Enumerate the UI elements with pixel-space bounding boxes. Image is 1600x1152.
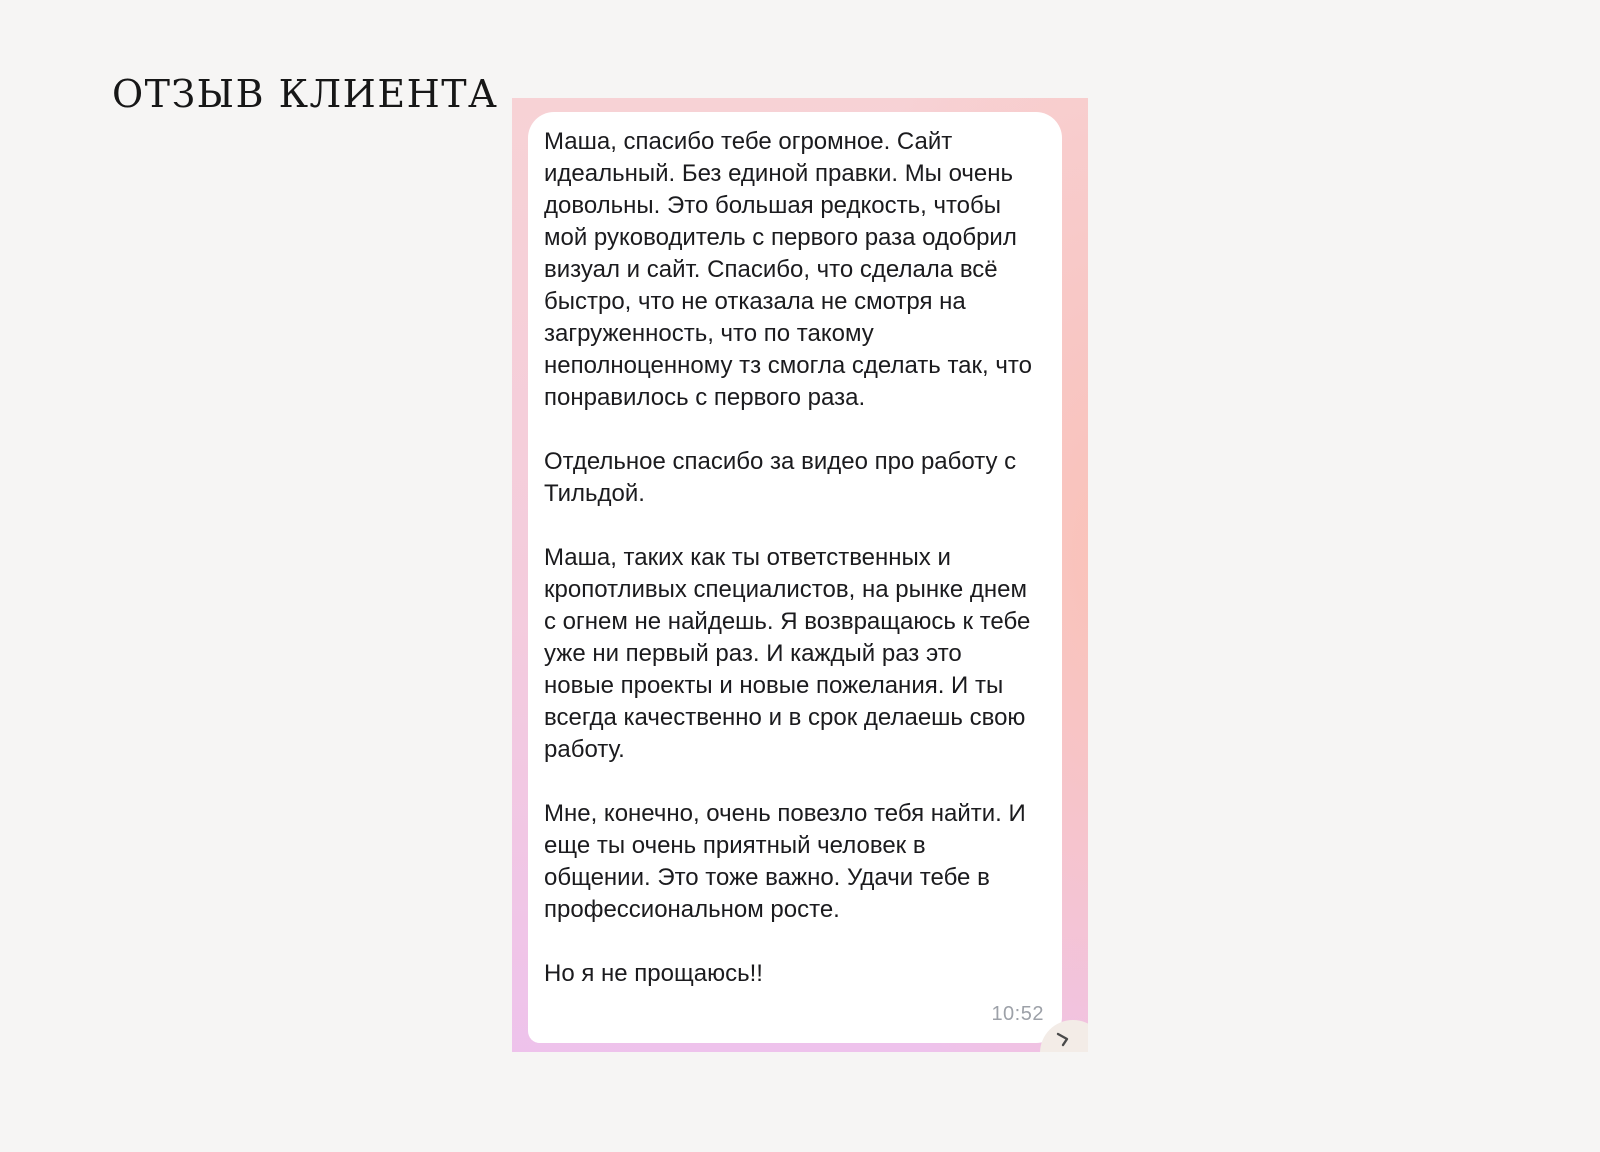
bubble-tail — [528, 1022, 542, 1043]
message-paragraph: Маша, таких как ты ответственных и кропотливых специалистов, на рынке днем с огнем не найдешь. Я возвращаюсь к тебе уже ни первый раз. И каждый раз это новые проекты и новые пожелания. И ты всегда качественно и в срок делаешь свою работу. — [544, 544, 1031, 763]
message-paragraph: Отдельное спасибо за видео про работу с Тильдой. — [544, 448, 1017, 507]
message-paragraph: Мне, конечно, очень повезло тебя найти. И еще ты очень приятный человек в общении. Это тоже важно. Удачи тебе в профессиональном росте. — [544, 800, 1026, 923]
chevron-down-icon — [1054, 1030, 1072, 1048]
message-paragraph: Маша, спасибо тебе огромное. Сайт идеальный. Без единой правки. Мы очень довольны. Это большая редкость, чтобы мой руководитель с первого раза одобрил визуал и сайт. Спасибо, что сделала всё быстро, что не отказала не смотря на загруженность, что по такому неполноценному тз смогла сделать так, что понравилось с первого раза. — [544, 128, 1032, 411]
message-paragraph: Но я не прощаюсь!! — [544, 960, 763, 987]
page-title: ОТЗЫВ КЛИЕНТА — [112, 72, 499, 116]
message-timestamp: 10:52 — [985, 998, 1044, 1030]
chat-screenshot — [512, 98, 1088, 1052]
message-bubble — [528, 112, 1062, 1043]
